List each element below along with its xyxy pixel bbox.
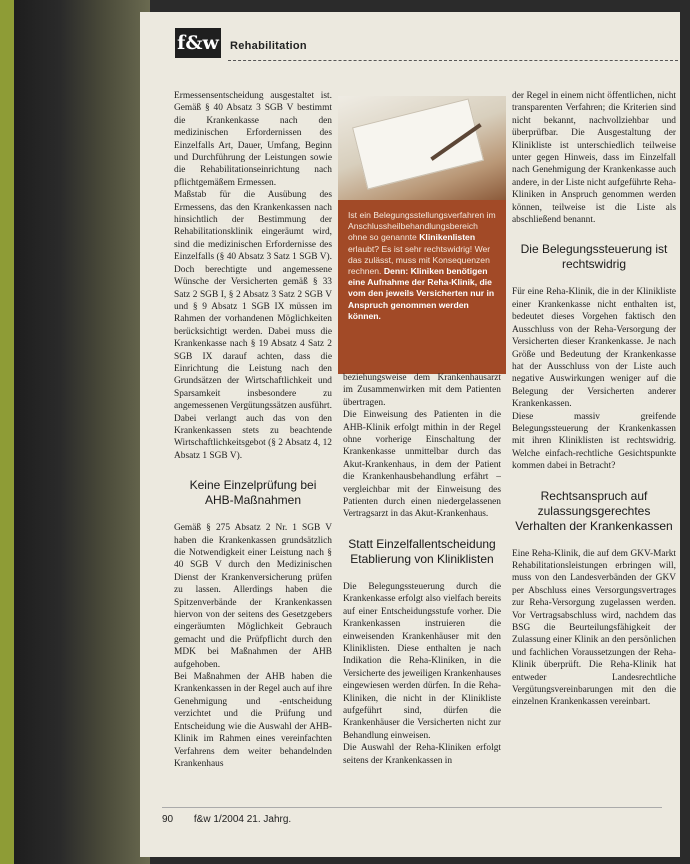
color-tab xyxy=(0,0,14,864)
page-footer xyxy=(162,814,309,825)
binding-shadow xyxy=(0,0,150,864)
paragraph: Ermessensentscheidung ausgestaltet ist. Gemäß § 40 Absatz 3 SGB V bestimmt die Krankenkasse nach den medizinischen Erfordernissen des Einzelfalls Art, Dauer, Umfang, Beginn und Durchführung der Leistungen sowie die Rehabilitationseinrichtung nach pflichtgemäßem Ermessen. xyxy=(174,91,332,188)
paragraph: Maßstab für die Ausübung des Ermessens, das den Krankenkassen nach hinsichtlich der Bestimmung der Rehabilitationsklinik eingeräumt wird, sind die medizinischen Erfordernisse des Einzelfalls (§ 40 Absatz 3 Satz 1 SGB V). Doch berechtigte und angemessene Wünsche der Versicherten gemäß § 33 Satz 2 SGB I, § 2 Absatz 3 Satz 2 SGB V und § 9 Absatz 1 SGB IX müssen im Rahmen der vorhandenen Möglichkeiten berücksichtigt werden. Dabei muss die Krankenkasse nach § 19 Absatz 4 Satz 2 SGB IX darauf achten, dass die Einrichtung die Leistung nach den Grundsätzen der Wirtschaftlichkeit und Sparsamkeit insbesondere zu angemessenen Vergütungssätzen ausführt. Dabei verlangt auch das von den Krankenkassen stets zu beachtende Wirtschaftlichkeitsgebot (§ 2 Absatz 4, 12 Absatz 1 SGB V). xyxy=(174,190,332,461)
magazine-page xyxy=(140,12,680,857)
column-1 xyxy=(174,90,332,770)
subheading: Statt Einzelfallentscheidung Etablierung von Kliniklisten xyxy=(348,536,496,566)
paragraph: Die Belegungssteuerung durch die Krankenkasse erfolgt also vielfach bereits auf einer Entscheidungsstufe vorher. Die Krankenkassen instruieren die einweisenden Krankenhäuser mit den Kliniklisten. Diese enthalten je nach Indikation die Reha-Kliniken, in die Versicherte des jeweiligen Krankenhauses eingewiesen werden dürfen. In die Reha-Kliniken, die nicht in der Klinikliste aufgeführt sind, dürfen die Krankenhäuser die Versicherten nicht zur Behandlung einweisen. xyxy=(343,581,502,741)
footer-rule xyxy=(162,807,662,808)
subheading: Keine Einzelprüfung bei AHB-Maßnahmen xyxy=(189,478,317,508)
subheading: Rechtsanspruch auf zulassungsgerechtes Verhalten der Krankenkassen xyxy=(515,488,673,533)
paragraph: Gemäß § 275 Absatz 2 Nr. 1 SGB V haben die Krankenkassen grundsätzlich die Notwendigkeit einer Leistung nach § 40 SGB V durch den Medizinischen Dienst der Krankenversicherung prüfen zu lassen. Allerdings haben die Spitzenverbände der Krankenkassen hiervon von der seitens des Gesetzgebers eingeräumten Möglichkeit Gebrauch gemacht und die Prüfpflicht durch den MDK bei Maßnahmen der AHB aufgehoben. xyxy=(174,523,332,670)
column-2 xyxy=(343,372,501,767)
subheading: Die Belegungssteuerung ist rechtswidrig xyxy=(520,242,668,272)
issue-label: f&w 1/2004 21. Jahrg. xyxy=(193,814,292,825)
paragraph: Bei Maßnahmen der AHB haben die Krankenkassen in der Regel auch auf ihre Genehmigung und -entscheidung verzichtet und die Prüfung und Entscheidung wie die Auswahl der AHB-Klinik im Rahmen eines vereinfachten Verfahrens dem weiter behandelnden Krankenhaus xyxy=(174,672,332,769)
journal-logo: f&w xyxy=(175,28,221,58)
photo-writing-hand xyxy=(338,96,506,200)
paragraph: Für eine Reha-Klinik, die in der Klinikliste einer Krankenkasse nicht enthalten ist, bedeutet dieses Vorgehen faktisch den Ausschluss von der Reha-Versorgung der Versicherten dieser Krankenkasse. Je nach Größe und Bedeutung der Krankenkasse hat der Ausschluss von der Liste auch negative Auswirkungen weniger auf die Belegung der Versicherten anderer Krankenkassen. xyxy=(512,287,676,410)
header-rule xyxy=(228,60,678,61)
paragraph: beziehungsweise dem Krankenhausarzt im Zusammenwirken mit dem Patienten übertragen. xyxy=(343,373,501,408)
paragraph: Die Auswahl der Reha-Kliniken erfolgt seitens der Krankenkassen in xyxy=(343,743,501,766)
photo-box xyxy=(338,96,506,374)
paragraph: Diese massiv greifende Belegungssteuerung der Krankenkassen mit ihren Kliniklisten ist rechtswidrig. Welche einfach-rechtliche Gesichtspunkte kommen dabei in Betracht? xyxy=(512,411,676,472)
paper-sheet xyxy=(352,98,484,189)
section-title: Rehabilitation xyxy=(230,40,307,52)
page-number: 90 xyxy=(162,814,174,825)
column-3 xyxy=(512,90,676,709)
paragraph: Eine Reha-Klinik, die auf dem GKV-Markt Rehabilitationsleistungen erbringen will, muss von den Landesverbänden der GKV per Abschluss eines Versorgungsvertrages zur Reha-Versorgung zugelassen werden. Vor Vertragsabschluss wird, nachdem das BSG die Beurteilungsfähigkeit der Zulassung einer Klinik an den persönlichen und fachlichen Voraussetzungen der Reha-Klinik überprüft. Die Reha-Klinik hat entweder Landesrechtliche Vergütungsvereinbarungen mit den die einzelnen Krankenkassen vereinbart. xyxy=(512,548,676,708)
photo-caption: Ist ein Belegungsstellungsverfahren im Anschlussheilbehandlungsbereich ohne so genannte Klinikenlisten erlaubt? Es ist sehr rechtswidrig! Wer das zulässt, muss mit Konsequenzen rechnen. Denn: Kliniken benötigen eine Aufnahme der Reha-Klinik, die vom den jeweils Versicherten nur in Anspruch genommen werden können. xyxy=(348,210,496,321)
paragraph: der Regel in einem nicht öffentlichen, nicht transparenten Verfahren; die Kriterien sind nicht bekannt, nachvollziehbar und überprüfbar. Die Ausgestaltung der Klinikliste ist unterschiedlich teilweise unter gegen Hinweis, dass im Einzelfall nach Genehmigung der Krankenkasse auch andere, in der Liste nicht aufgeführte Reha-Kliniken in Anspruch genommen werden können, teilweise ist die Liste als abschließend benannt. xyxy=(512,91,676,226)
paragraph: Die Einweisung des Patienten in die AHB-Klinik erfolgt mithin in der Regel ohne vorherige Einschaltung der Krankenkasse unmittelbar durch das Akut-Krankenhaus, in dem der Patient die Krankenhausbehandlung erfährt – vergleichbar mit der Einweisung des Patienten durch einen niedergelassenen Vertragsarzt in das Akut-Krankenhaus. xyxy=(343,410,501,520)
